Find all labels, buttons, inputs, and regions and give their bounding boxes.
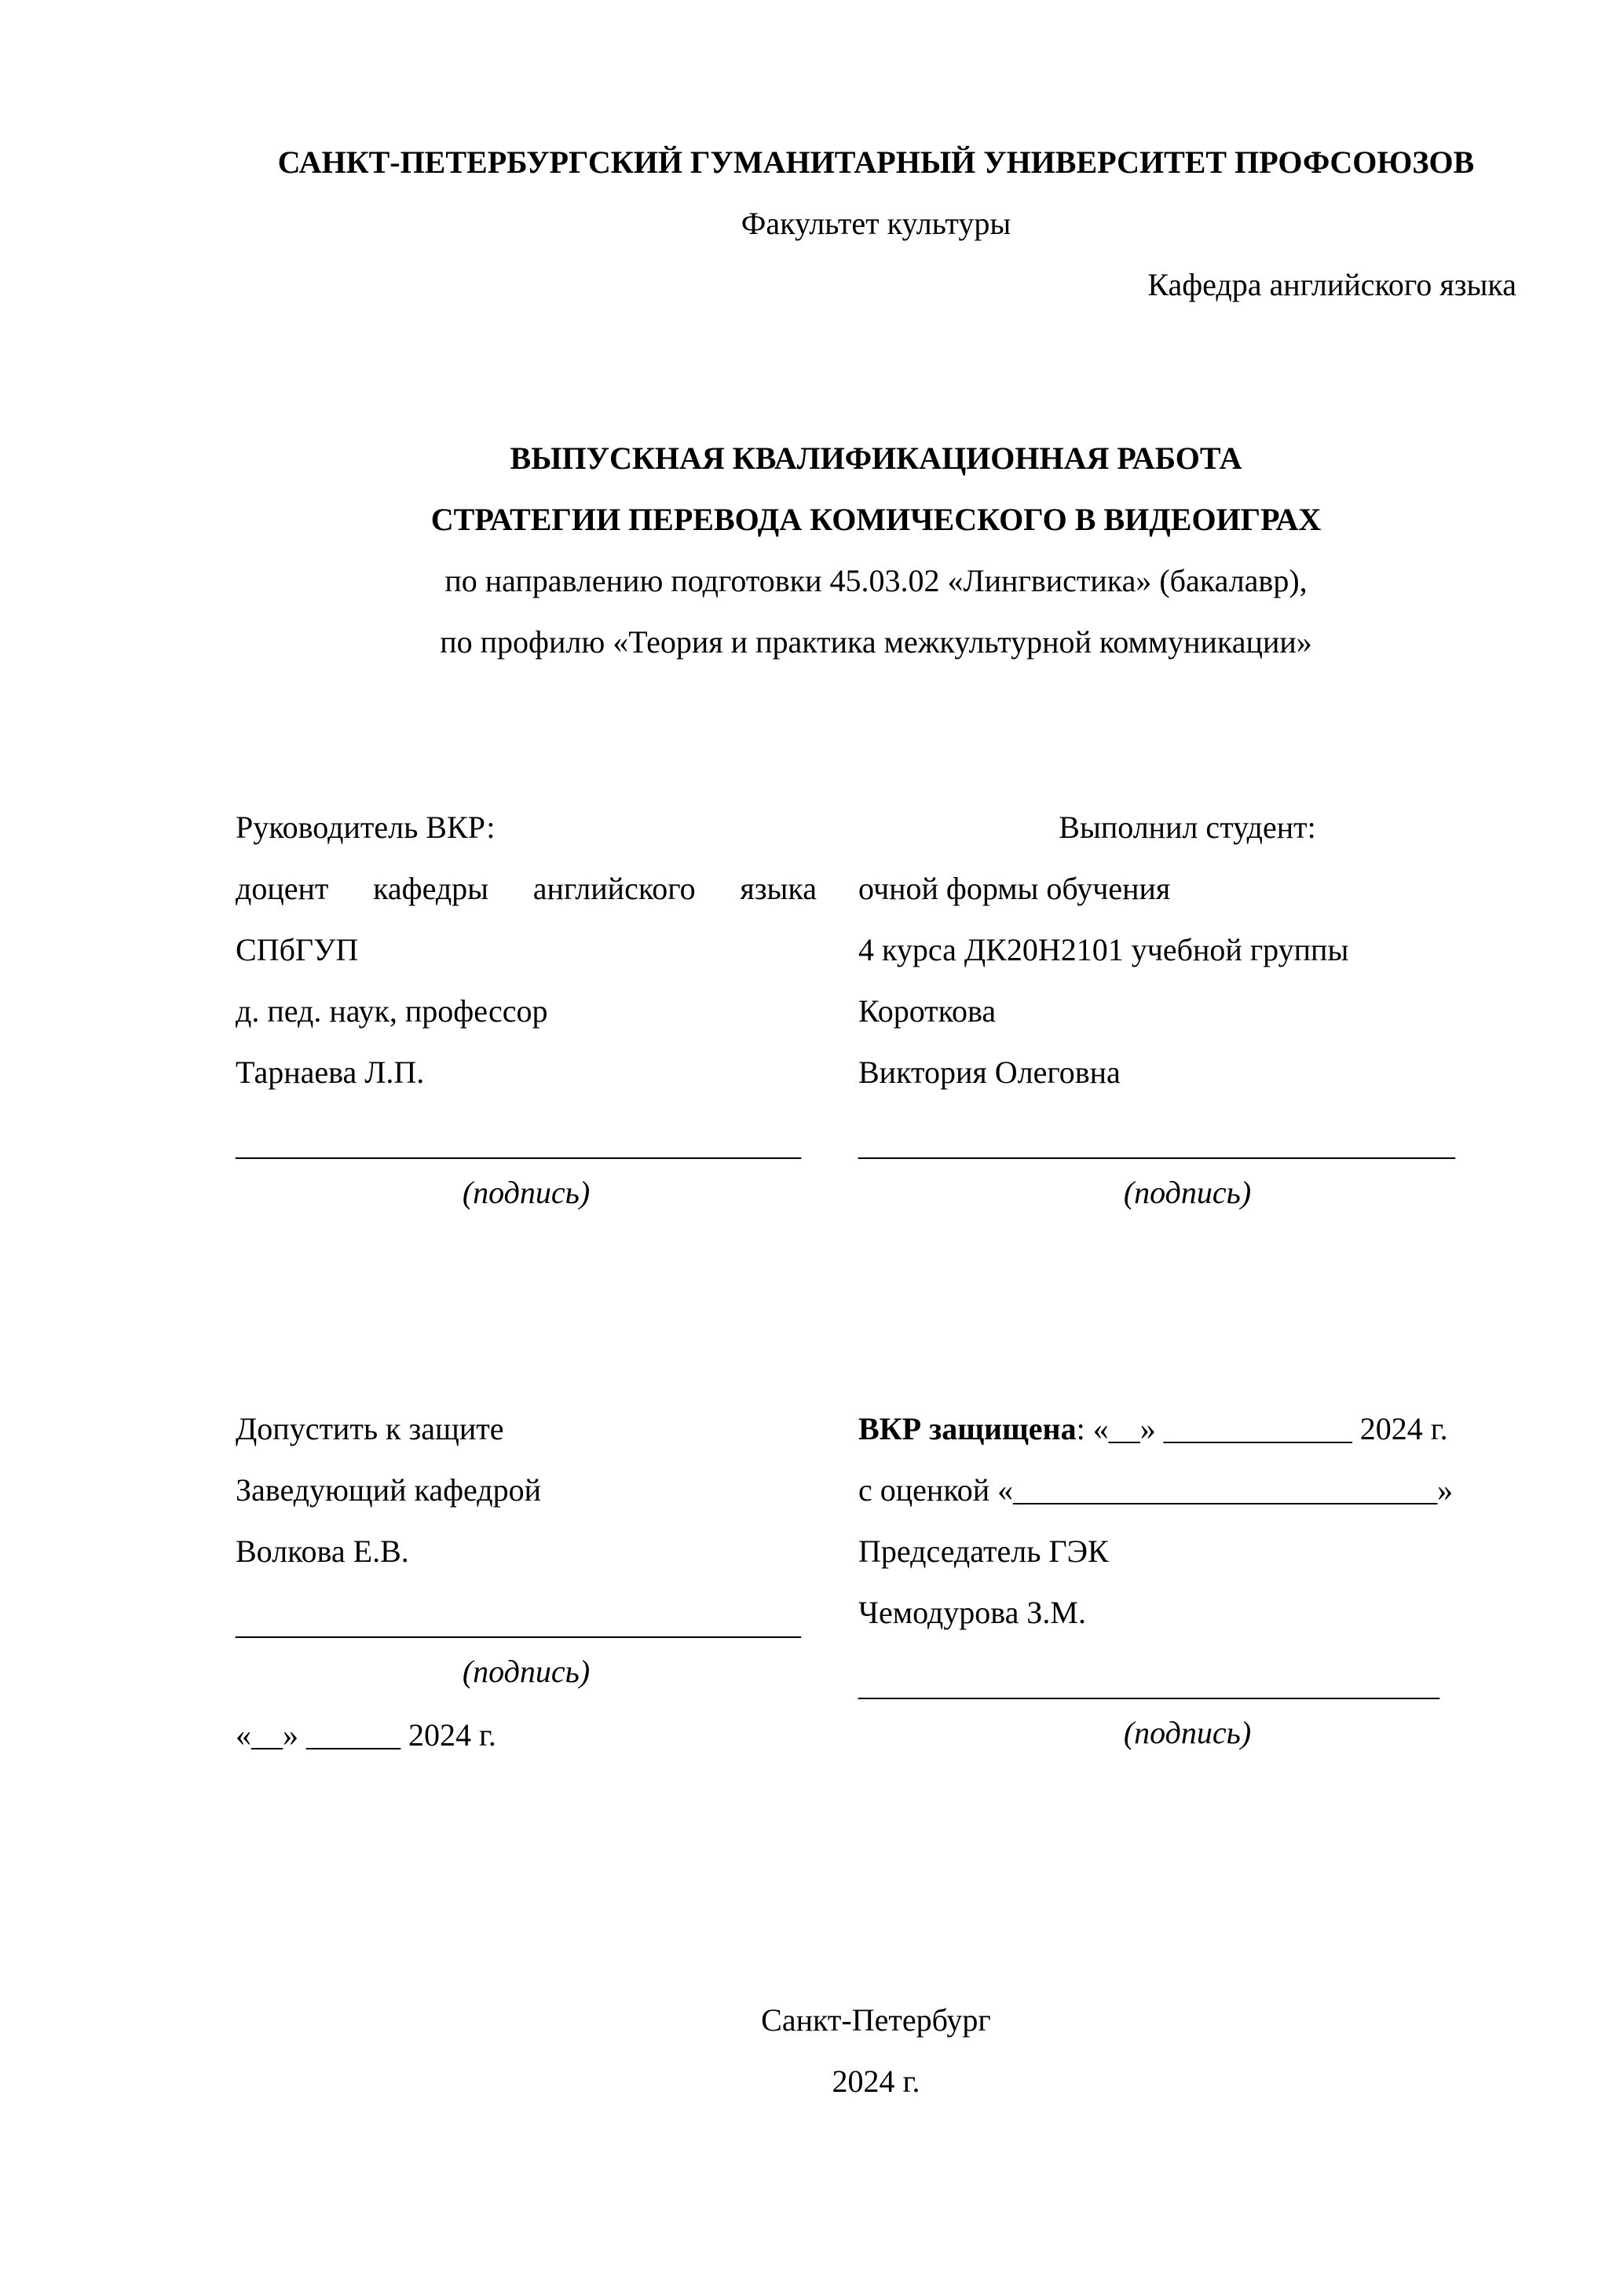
thesis-title: СТРАТЕГИИ ПЕРЕВОДА КОМИЧЕСКОГО В ВИДЕОИГРАХ [430, 502, 1322, 537]
defense-status-label: ВКР защищена [858, 1411, 1077, 1446]
admission-signature-line: ____________________________________ [236, 1606, 801, 1641]
supervisor-name: Тарнаева Л.П. [236, 1055, 425, 1090]
defense-chair-title: Председатель ГЭК [858, 1534, 1109, 1569]
admission-line1: Допустить к защите [236, 1411, 504, 1446]
supervisor-position-line1: доцент кафедры английского языка [236, 871, 817, 906]
student-last-name: Короткова [858, 993, 997, 1029]
supervisor-position-line2: СПбГУП [236, 932, 359, 967]
defense-status-line [858, 1398, 1516, 1460]
student-study-form: очной формы обучения [858, 871, 1171, 906]
direction-line: по направлению подготовки 45.03.02 «Лингвистика» (бакалавр), [444, 563, 1308, 598]
defense-block [858, 1398, 1516, 1750]
supervisor-block [236, 797, 817, 1210]
supervisor-signature-line: ____________________________________ [236, 1127, 801, 1162]
admission-line2: Заведующий кафедрой [236, 1472, 542, 1508]
footer-city: Санкт-Петербург [761, 2002, 991, 2038]
admission-block [236, 1398, 817, 1766]
admission-signature-caption: (подпись) [462, 1654, 591, 1689]
signatories-bottom [236, 1398, 1516, 1766]
footer-block [236, 1990, 1516, 2112]
student-signature-line: ______________________________________ [858, 1127, 1455, 1162]
admission-date-line: «__» ______ 2024 г. [236, 1717, 496, 1753]
admission-name: Волкова Е.В. [236, 1534, 409, 1569]
defense-signature-caption: (подпись) [1123, 1715, 1252, 1750]
student-first-name: Виктория Олеговна [858, 1055, 1121, 1090]
defense-signature-line: _____________________________________ [858, 1667, 1439, 1702]
defense-status-rest: : «__» ____________ 2024 г. [1076, 1411, 1448, 1446]
defense-chair-name: Чемодурова З.М. [858, 1595, 1086, 1630]
title-block [236, 428, 1516, 673]
student-block [858, 797, 1516, 1210]
work-type: ВЫПУСКНАЯ КВАЛИФИКАЦИОННАЯ РАБОТА [510, 441, 1242, 476]
footer-year: 2024 г. [832, 2064, 920, 2099]
student-signature-caption: (подпись) [1123, 1175, 1252, 1210]
department-name: Кафедра английского языка [1147, 267, 1516, 302]
university-name: САНКТ-ПЕТЕРБУРГСКИЙ ГУМАНИТАРНЫЙ УНИВЕРСИТЕТ ПРОФСОЮЗОВ [277, 144, 1475, 180]
signatories-top [236, 797, 1516, 1210]
supervisor-degree: д. пед. наук, профессор [236, 993, 548, 1029]
student-group: 4 курса ДК20Н2101 учебной группы [858, 932, 1349, 967]
faculty-name: Факультет культуры [741, 206, 1011, 241]
supervisor-label: Руководитель ВКР: [236, 810, 496, 845]
profile-line: по профилю «Теория и практика межкультурной коммуникации» [440, 624, 1312, 660]
student-label: Выполнил студент: [1059, 810, 1316, 845]
defense-grade-line: с оценкой «___________________________» [858, 1472, 1454, 1508]
supervisor-signature-caption: (подпись) [462, 1175, 591, 1210]
